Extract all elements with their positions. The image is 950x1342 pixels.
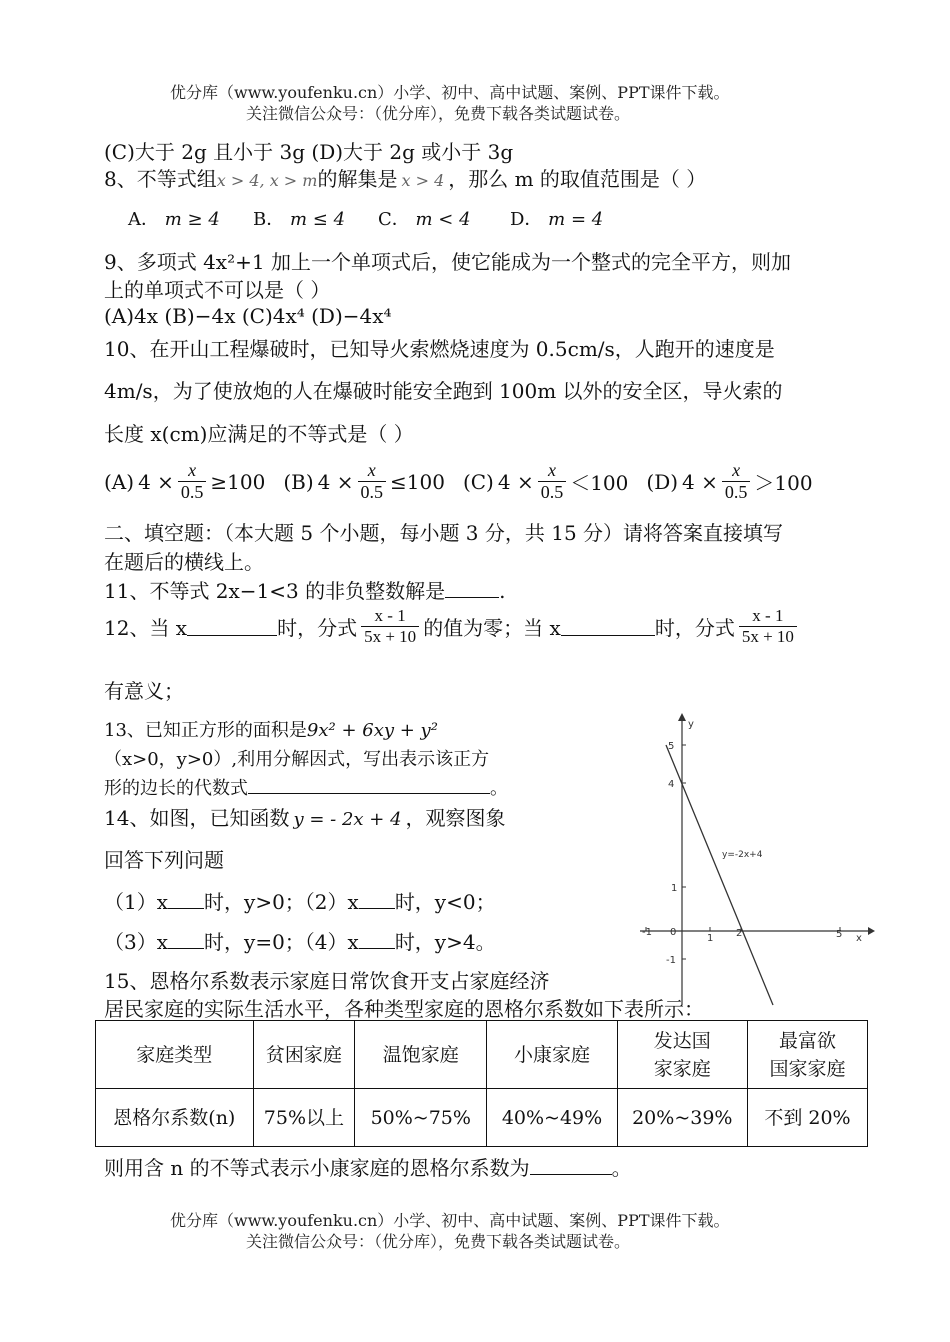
header-cell-text: 发达国	[653, 1029, 711, 1052]
q10-option-d-den: 0.5	[722, 481, 751, 503]
table-cell: 不到 20%	[747, 1089, 867, 1147]
engel-table	[95, 1020, 868, 1147]
q8-prefix: 8、不等式组	[104, 167, 217, 191]
x-tick-label-2: 2	[736, 928, 743, 939]
q12-part-2: 时，分式	[277, 616, 358, 640]
q12-fraction-2-den: 5x + 10	[739, 626, 797, 647]
q12-answer-blank-1[interactable]	[187, 617, 277, 636]
q10-option-b-den: 0.5	[358, 481, 387, 503]
q13-line-1	[104, 716, 438, 742]
q14-parts-2	[104, 926, 496, 955]
y-tick-label-1: 1	[671, 883, 678, 894]
q8-option-c-value: m < 4	[415, 209, 471, 230]
q10-option-a-lhs: 4 ×	[138, 469, 174, 494]
q12-fraction-1-num: x - 1	[374, 606, 406, 625]
header-cell-text: 贫困家庭	[265, 1043, 342, 1066]
footer-line-1: 优分库（www.youfenku.cn）小学、初中、高中试题、案例、PPT课件下载。	[170, 1211, 730, 1230]
q14-part-4-end: 时，y>4。	[394, 930, 496, 954]
q10-option-b-label: (B)	[283, 469, 314, 494]
q10-option-c-den: 0.5	[538, 481, 567, 503]
q10-option-c-label: (C)	[462, 469, 494, 494]
table-cell: 40%~49%	[487, 1089, 617, 1147]
q15-answer-blank[interactable]	[530, 1156, 612, 1175]
q8-option-d	[510, 205, 603, 231]
q7-options: (C)大于 2g 且小于 3g (D)大于 2g 或小于 3g	[104, 140, 514, 164]
q12-fraction-1-den: 5x + 10	[361, 626, 419, 647]
q8-middle: 的解集是	[317, 167, 398, 191]
header-cell-text: 国家家庭	[769, 1057, 846, 1080]
section2-line-2: 在题后的横线上。	[104, 550, 264, 574]
q8-option-d-value: m = 4	[548, 209, 604, 230]
q15-line-2: 居民家庭的实际生活水平，各种类型家庭的恩格尔系数如下表所示：	[104, 997, 704, 1021]
q14-part-2-end: 时，y<0；	[394, 890, 496, 914]
q14-part-3-text: （3）x	[104, 930, 169, 954]
q14-function: y = - 2x + 4	[293, 809, 402, 830]
q11	[104, 575, 506, 604]
q10-option-c-num: x	[547, 460, 556, 480]
q11-answer-blank[interactable]	[445, 579, 499, 598]
q10-option-c-lhs: 4 ×	[497, 469, 534, 494]
q10-line-3: 长度 x(cm)应满足的不等式是（ ）	[104, 422, 414, 446]
q12-answer-blank-2[interactable]	[561, 617, 655, 636]
table-header-cell	[253, 1021, 355, 1089]
y-tick-label-5: 5	[668, 741, 675, 752]
q10-option-b-lhs: 4 ×	[317, 469, 354, 494]
q10-option-d-lhs: 4 ×	[682, 469, 718, 494]
x-axis-label: x	[856, 933, 862, 944]
q10-option-a	[104, 460, 265, 503]
x-axis-arrow-icon	[868, 927, 875, 935]
q8-option-c	[378, 205, 471, 231]
q12-line-2: 有意义；	[104, 679, 184, 703]
q10-option-a-rel: ≥100	[210, 469, 266, 494]
table-header-cell	[96, 1021, 254, 1089]
x-tick-label-minus1: -1	[642, 927, 652, 938]
y-tick-label-minus1: -1	[666, 955, 676, 966]
q10-option-c-rel: ＜100	[570, 471, 629, 495]
y-tick-label-4: 4	[668, 779, 675, 790]
q10-options	[104, 460, 813, 503]
q12-fraction-2-num: x - 1	[752, 606, 784, 625]
q8-option-b-value: m ≤ 4	[289, 209, 346, 230]
q10-option-d-label: (D)	[646, 469, 679, 494]
q8-option-a-value: m ≥ 4	[164, 209, 220, 230]
q12-part-1: 12、当 x	[104, 616, 188, 640]
table-header-cell	[487, 1021, 617, 1089]
q12-part-4: 时，分式	[654, 616, 735, 640]
header-line-2: 关注微信公众号：（优分库），免费下载各类试题试卷。	[246, 104, 631, 123]
q8-option-a-label: A．	[128, 209, 159, 230]
q8-option-a	[128, 205, 220, 231]
q9-options: (A)4x (B)−4x (C)4x⁴ (D)−4x⁴	[104, 304, 392, 328]
q10-option-b-fraction	[358, 460, 387, 503]
q10-option-b-rel: ≤100	[390, 469, 445, 494]
q13-answer-blank[interactable]	[248, 775, 490, 794]
y-axis-label: y	[688, 719, 694, 730]
q14-answer-blank-4[interactable]	[359, 930, 395, 949]
q14-answer-blank-3[interactable]	[168, 930, 204, 949]
x-tick-label-5: 5	[836, 929, 843, 940]
q10-line-2: 4m/s，为了使放炮的人在爆破时能安全跑到 100m 以外的安全区，导火索的	[104, 379, 783, 403]
q8-option-b-label: B．	[253, 209, 285, 230]
q8-option-c-label: C．	[378, 209, 410, 230]
q14-parts-1	[104, 886, 496, 915]
q10-option-a-fraction	[178, 460, 207, 503]
table-header-cell	[747, 1021, 867, 1089]
q13-line-3-text: 形的边长的代数式	[104, 778, 248, 799]
q14-part-2-text: 时，y>0；（2）x	[204, 890, 359, 914]
q13-line-2: （x>0，y>0）,利用分解因式，写出表示该正方	[104, 749, 490, 770]
q15-line-1: 15、恩格尔系数表示家庭日常饮食开支占家庭经济	[104, 969, 550, 993]
table-header-row	[96, 1021, 868, 1089]
y-axis-arrow-icon	[678, 713, 686, 721]
q14-line-2: 回答下列问题	[104, 848, 224, 872]
q14-part-4-text: 时，y=0；（4）x	[204, 930, 359, 954]
q10-option-d	[646, 460, 812, 503]
q10-option-d-num: x	[732, 460, 741, 480]
q14-answer-blank-2[interactable]	[359, 890, 395, 909]
table-cell: 50%~75%	[355, 1089, 487, 1147]
q8-option-b	[253, 205, 345, 231]
q15-closing-text: 则用含 n 的不等式表示小康家庭的恩格尔系数为	[104, 1156, 530, 1180]
q10-option-c-fraction	[538, 460, 567, 503]
q14-part-1-text: （1）x	[104, 890, 169, 914]
q10-option-d-rel: ＞100	[754, 471, 813, 495]
q10-line-1: 10、在开山工程爆破时，已知导火索燃烧速度为 0.5cm/s，人跑开的速度是	[104, 337, 775, 361]
table-cell: 75%以上	[253, 1089, 355, 1147]
q14-line-1	[104, 802, 506, 831]
q10-option-c	[463, 460, 628, 503]
q10-option-a-den: 0.5	[178, 481, 207, 503]
header-cell-text: 家庭类型	[136, 1043, 213, 1066]
q10-option-b-num: x	[367, 460, 376, 480]
q15-closing-end: 。	[611, 1156, 632, 1180]
q13-line-3-end: 。	[490, 778, 508, 799]
q14-line-1-end: ，观察图象	[405, 806, 506, 830]
row-label-cell: 恩格尔系数(n)	[96, 1089, 254, 1147]
table-row	[96, 1089, 868, 1147]
q9-line-1: 9、多项式 4x²+1 加上一个单项式后，使它能成为一个整式的完全平方，则加	[104, 250, 791, 274]
q8-suffix: ，那么 m 的取值范围是（ ）	[448, 167, 707, 191]
q8-option-d-label: D．	[510, 209, 543, 230]
q15-closing	[104, 1152, 632, 1181]
q10-option-b	[283, 460, 445, 503]
q14-answer-blank-1[interactable]	[168, 890, 204, 909]
x-tick-label-0: 0	[670, 927, 677, 938]
table-header-cell	[355, 1021, 487, 1089]
q11-end: .	[499, 579, 506, 603]
header-line-1: 优分库（www.youfenku.cn）小学、初中、高中试题、案例、PPT课件下载。	[170, 83, 730, 102]
q12-part-3: 的值为零；当 x	[423, 616, 561, 640]
q12-fraction-2	[739, 606, 797, 647]
table-cell: 20%~39%	[617, 1089, 747, 1147]
q10-option-a-label: (A)	[104, 469, 135, 494]
q13-line-3	[104, 774, 508, 800]
footer-line-2: 关注微信公众号：（优分库），免费下载各类试题试卷。	[246, 1232, 631, 1251]
function-graph	[630, 705, 880, 1025]
q8-stem	[104, 163, 706, 192]
q12-fraction-1	[361, 606, 419, 647]
q14-line-1-text: 14、如图，已知函数	[104, 806, 290, 830]
q10-option-d-fraction	[722, 460, 751, 503]
header-cell-text: 家家庭	[653, 1057, 711, 1080]
q10-option-a-num: x	[188, 460, 197, 480]
q8-system: x > 4, x > m	[216, 171, 318, 190]
q13-line-1-text: 13、已知正方形的面积是	[104, 720, 307, 741]
q13-area-expression: 9x² + 6xy + y²	[306, 720, 438, 741]
header-cell-text: 最富欲	[778, 1029, 836, 1052]
q8-solution: x > 4	[401, 171, 445, 190]
header-cell-text: 温饱家庭	[382, 1043, 459, 1066]
header-cell-text: 小康家庭	[514, 1043, 591, 1066]
q9-line-2: 上的单项式不可以是（ ）	[104, 278, 331, 302]
table-header-cell	[617, 1021, 747, 1089]
function-line-label: y=-2x+4	[722, 850, 763, 860]
x-tick-label-1: 1	[707, 933, 714, 944]
q12	[104, 606, 801, 647]
section2-line-1: 二、填空题：（本大题 5 个小题，每小题 3 分，共 15 分）请将答案直接填写	[104, 521, 784, 545]
q11-text: 11、不等式 2x−1<3 的非负整数解是	[104, 579, 446, 603]
